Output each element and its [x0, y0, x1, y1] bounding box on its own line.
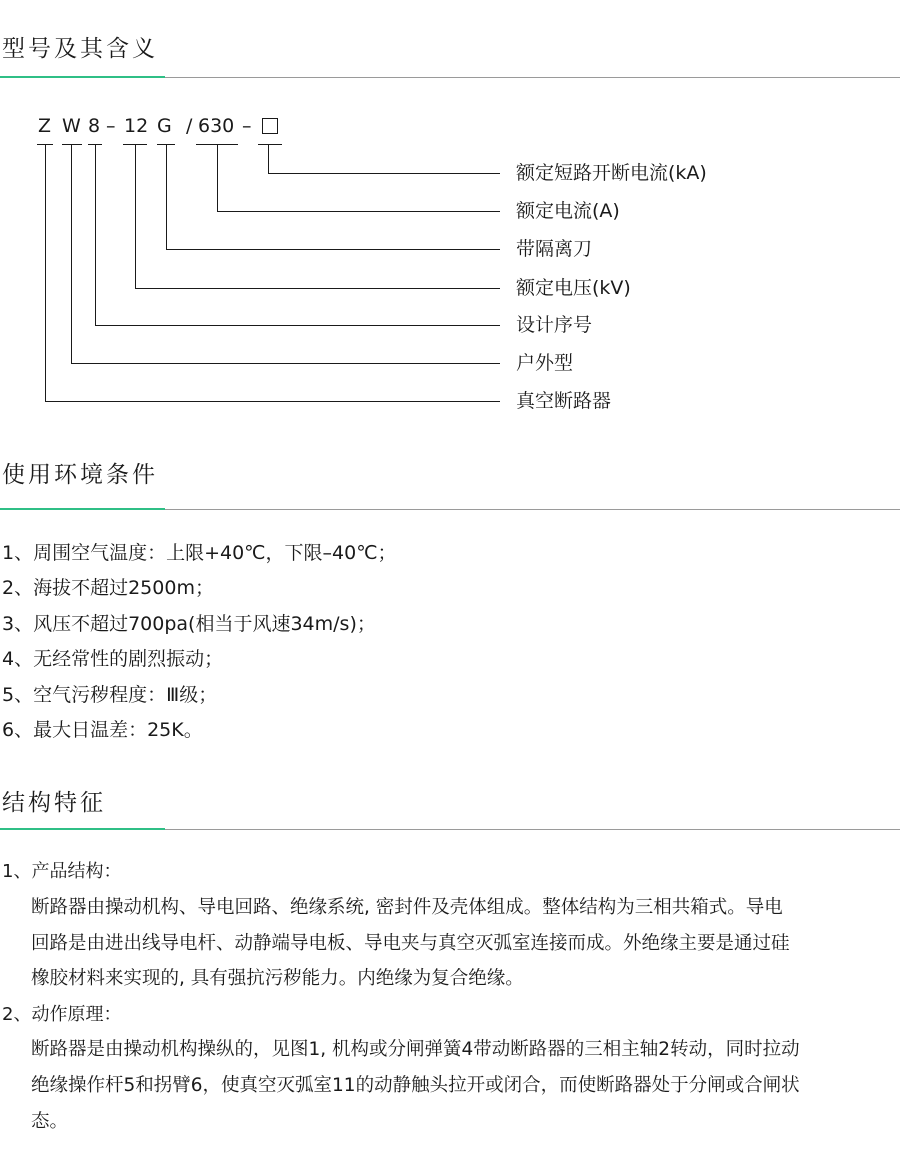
label-vacuum-breaker: 真空断路器 — [516, 390, 612, 412]
leader-rated-current — [218, 145, 501, 212]
leader-isolator — [167, 145, 501, 250]
divider-accent — [0, 508, 165, 510]
code-part-12: 12 — [124, 115, 149, 137]
structure-paragraph-line: 回路是由进出线导电杆、动静端导电板、导电夹与真空灭弧室连接而成。外绝缘主要是通过硅 — [31, 933, 790, 954]
model-code — [36, 115, 296, 141]
code-part-8: 8 — [88, 115, 101, 137]
label-isolator: 带隔离刀 — [516, 238, 593, 260]
code-part-slash: / — [186, 115, 193, 137]
section-divider — [0, 509, 900, 510]
label-breaking-current: 额定短路开断电流(kA) — [516, 162, 707, 184]
section-title-model: 型号及其含义 — [2, 36, 158, 62]
code-part-630: 630 — [198, 115, 235, 137]
leader-design-serial — [96, 145, 501, 326]
code-part-w: W — [62, 115, 81, 137]
code-part-z: Z — [38, 115, 52, 137]
structure-item-heading: 2、动作原理： — [2, 1004, 122, 1025]
divider-accent — [0, 828, 165, 830]
code-part-g: G — [157, 115, 172, 137]
env-item: 1、周围空气温度：上限+40℃，下限–40℃； — [2, 542, 397, 564]
env-item: 6、最大日温差：25K。 — [2, 719, 203, 741]
env-item: 2、海拔不超过2500m； — [2, 577, 214, 599]
leader-vacuum — [46, 145, 501, 402]
model-code-leader-lines — [0, 0, 900, 420]
label-design-serial: 设计序号 — [516, 314, 593, 336]
structure-paragraph-line: 断路器是由操动机构操纵的，见图1, 机构或分闸弹簧4带动断路器的三相主轴2转动，同时拉动 — [31, 1039, 800, 1060]
leader-rated-voltage — [136, 145, 501, 289]
structure-paragraph-line: 橡胶材料来实现的, 具有强抗污秽能力。内绝缘为复合绝缘。 — [31, 968, 524, 989]
env-item: 3、风压不超过700pa(相当于风速34m/s)； — [2, 613, 376, 635]
code-placeholder-box — [262, 118, 278, 134]
env-item: 4、无经常性的剧烈振动； — [2, 648, 224, 670]
structure-item-heading: 1、产品结构： — [2, 861, 122, 882]
leader-breaking-current — [269, 145, 501, 174]
section-divider — [0, 829, 900, 830]
structure-paragraph-line: 断路器由操动机构、导电回路、绝缘系统, 密封件及壳体组成。整体结构为三相共箱式。导电 — [31, 897, 783, 918]
code-part-dash1: – — [106, 115, 116, 137]
label-rated-voltage: 额定电压(kV) — [516, 277, 631, 299]
section-title-structure: 结构特征 — [2, 790, 106, 816]
env-item: 5、空气污秽程度：Ⅲ级； — [2, 684, 218, 706]
code-part-dash2: – — [242, 115, 252, 137]
structure-paragraph-line: 态。 — [31, 1111, 69, 1132]
structure-paragraph-line: 绝缘操作杆5和拐臂6，使真空灭弧室11的动静触头拉开或闭合，而使断路器处于分闸或合闸状 — [31, 1075, 800, 1096]
label-outdoor: 户外型 — [516, 352, 574, 374]
label-rated-current: 额定电流(A) — [516, 200, 620, 222]
section-title-environment: 使用环境条件 — [2, 462, 158, 488]
